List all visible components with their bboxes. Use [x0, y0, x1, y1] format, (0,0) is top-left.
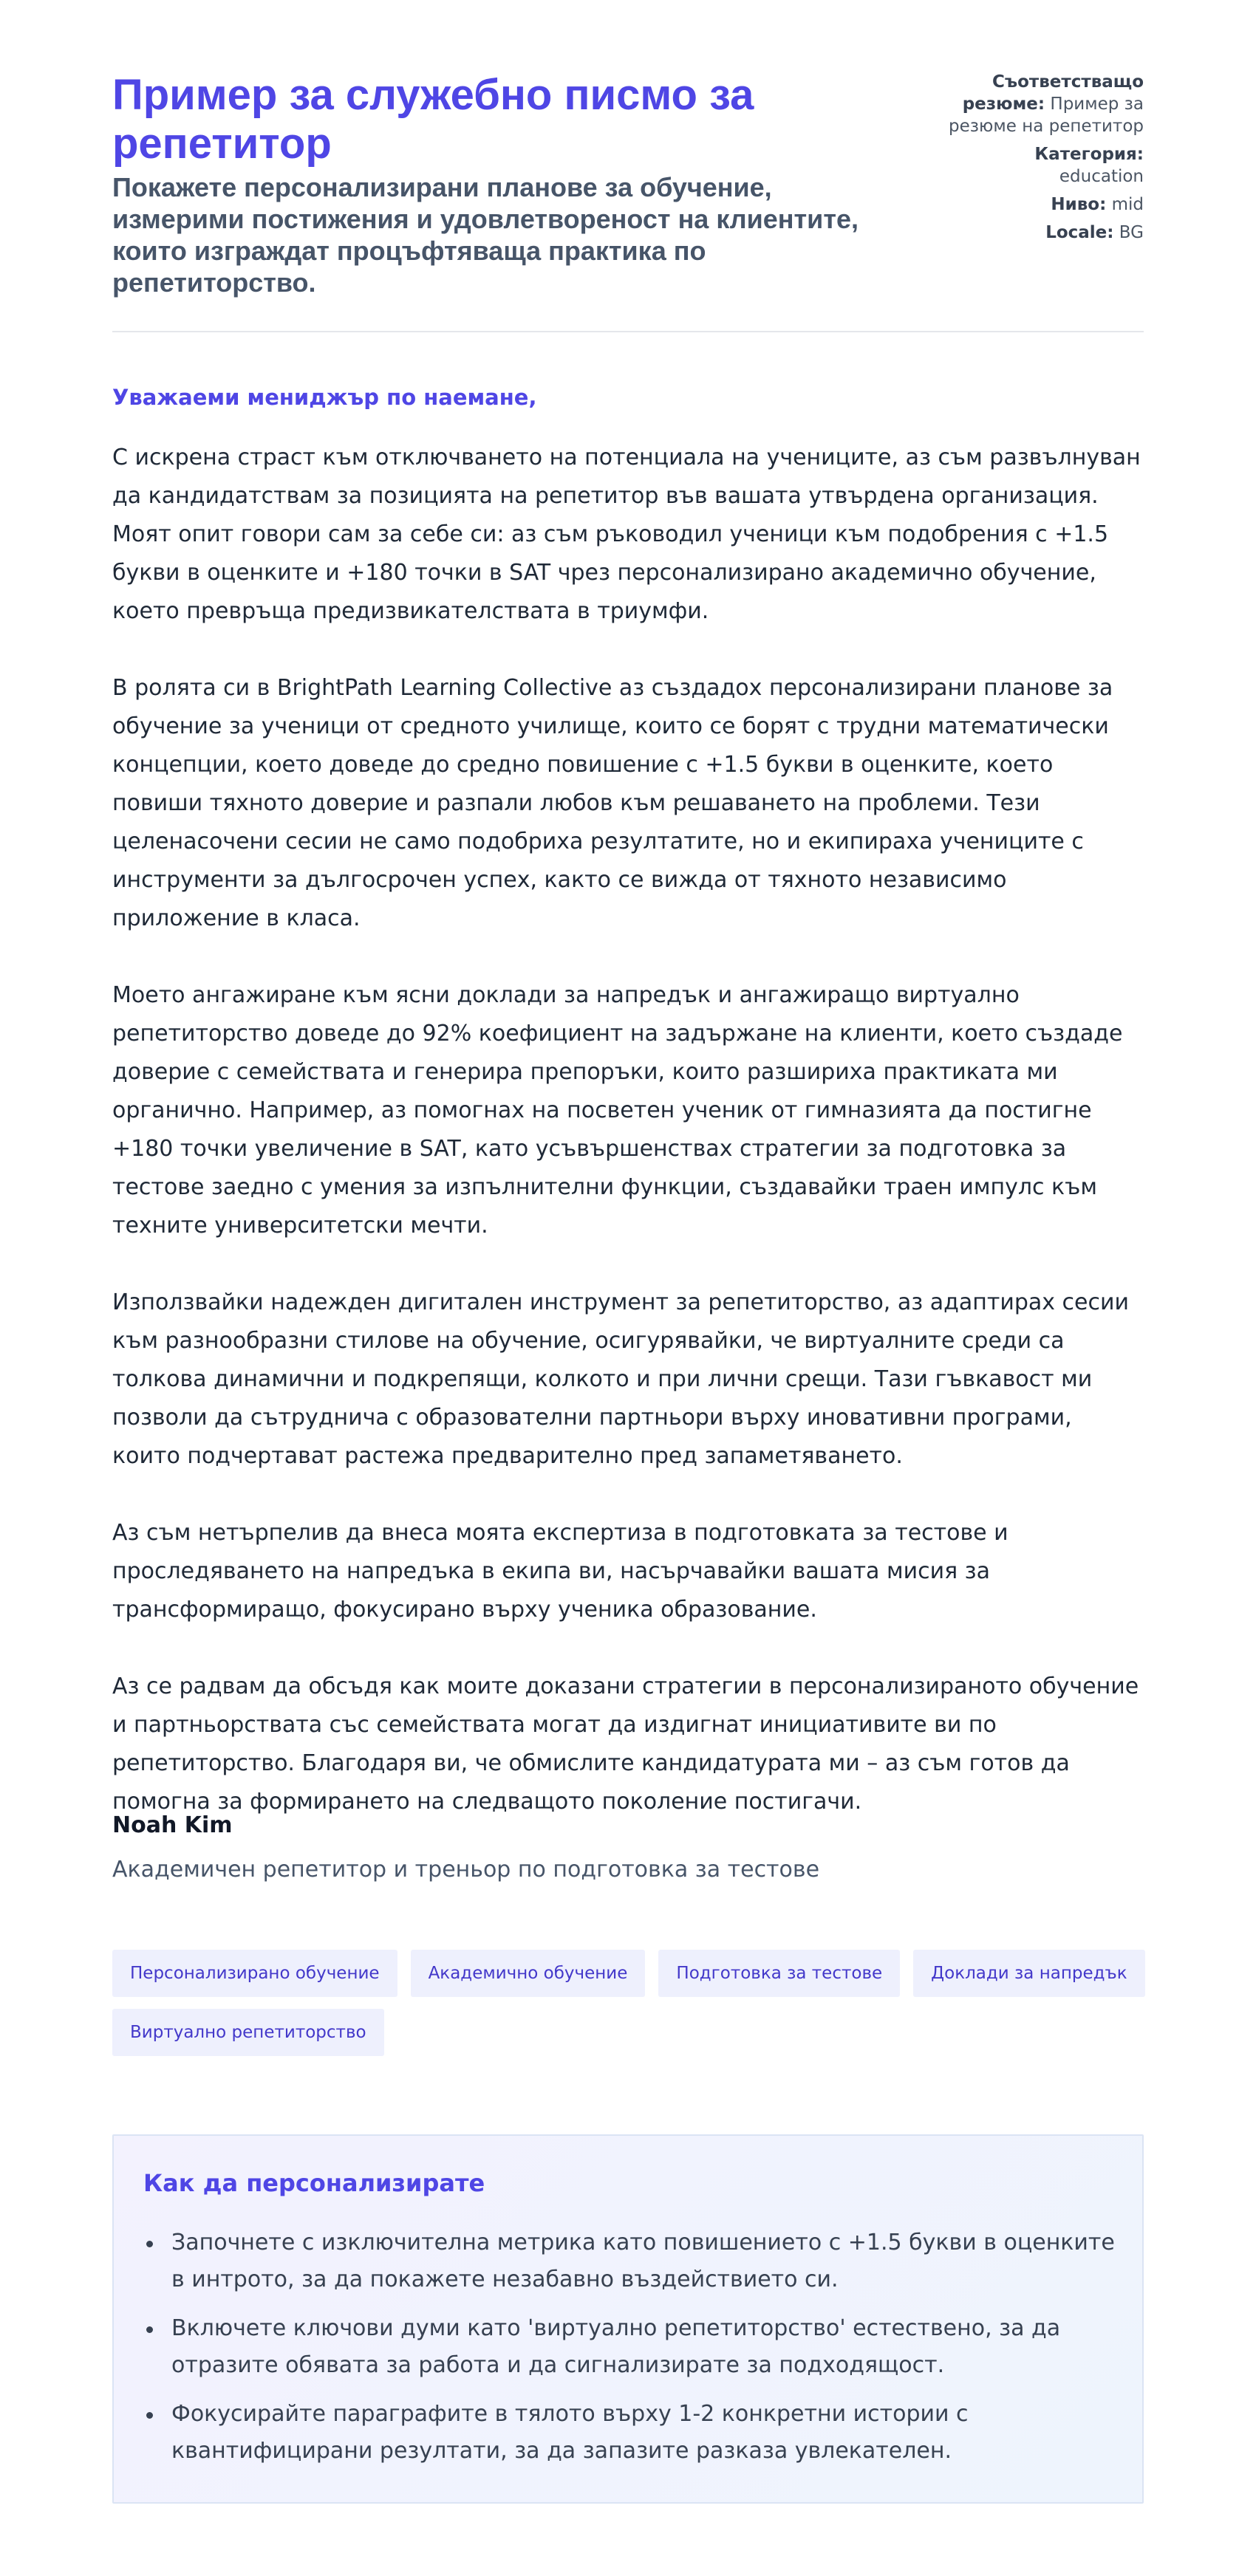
tips-item: Фокусирайте параграфите в тялото върху 1-2 конкретни истории с квантифицирани резултати, за да запазите разказа увлекателен. — [143, 2396, 1119, 2470]
signature-role: Академичен репетитор и треньор по подготовка за тестове — [112, 1857, 820, 1883]
meta-resume — [929, 71, 1144, 137]
skill-tags — [112, 1950, 1147, 2056]
tips-item: Включете ключови думи като 'виртуално репетиторство' естествено, за да отразите обявата за работа и да сигнализирате за подходящост. — [143, 2310, 1119, 2384]
letter-greeting: Уважаеми мениджър по наемане, — [112, 385, 537, 410]
letter-signature — [112, 1811, 1144, 1885]
letter-paragraph: Моето ангажиране към ясни доклади за напредък и ангажиращо виртуално репетиторство доведе до 92% коефициент на задържане на клиенти, което създаде доверие с семействата и генерира препоръки, които разшириха практиката ми органично. Например, аз помогнах на посветен ученик от гимназията да постигне +180 точки увеличение в SAT, като усъвършенствах стратегии за подготовка за тестове заедно с умения за изпълнителни функции, създавайки траен импулс към техните университетски мечти. — [112, 982, 1123, 1239]
skill-tag[interactable]: Персонализирано обучение — [112, 1950, 397, 1997]
page-subtitle: Покажете персонализирани планове за обучение, измерими постижения и удовлетвореност на клиентите, които изграждат процъфтяваща практика по репетиторство. — [112, 172, 859, 298]
skill-tag[interactable]: Академично обучение — [411, 1950, 646, 1997]
tips-title: Как да персонализирате — [143, 2169, 485, 2197]
meta-level-value: mid — [1111, 195, 1144, 214]
meta-category-value: education — [1059, 167, 1144, 186]
skill-tag[interactable]: Подготовка за тестове — [658, 1950, 900, 1997]
page-title: Пример за служебно писмо за репетитор — [112, 71, 754, 168]
signature-name: Noah Kim — [112, 1812, 233, 1838]
letter-paragraph: Използвайки надежден дигитален инструмент за репетиторство, аз адаптирах сесии към разнообразни стилове на обучение, осигурявайки, че виртуалните среди са толкова динамични и подкрепящи, колкото и при лични срещи. Тази гъвкавост ми позволи да сътруднича с образователни партньори върху иновативни програми, които подчертават растежа предварително пред запаметяването. — [112, 1289, 1130, 1469]
letter-body — [112, 439, 1144, 1860]
meta-resume-label: Съответстващо резюме: — [962, 72, 1144, 114]
letter-paragraph: Аз се радвам да обсъдя как моите доказани стратегии в персонализираното обучение и партньорствата със семействата могат да издигнат инициативите ви по репетиторство. Благодаря ви, че обмислите кандидатурата ми – аз съм готов да помогна за формирането на следващото поколение постигачи. — [112, 1674, 1139, 1815]
meta-locale — [929, 222, 1144, 244]
meta-level-label: Ниво: — [1051, 195, 1107, 214]
page-header — [112, 71, 1144, 331]
meta-category-label: Категория: — [1034, 145, 1144, 164]
meta-panel — [929, 71, 1144, 250]
header-divider — [112, 331, 1144, 332]
meta-level — [929, 193, 1144, 216]
meta-resume-link[interactable]: Пример за резюме на репетитор — [949, 95, 1144, 136]
customization-tips-box — [112, 2134, 1144, 2504]
meta-category — [929, 143, 1144, 188]
meta-locale-value: BG — [1119, 223, 1144, 242]
letter-paragraph: В ролята си в BrightPath Learning Collective аз създадох персонализирани планове за обучение за ученици от средното училище, които се борят с трудни математически концепции, което доведе до средно повишение с +1.5 букви в оценките, което повиши тяхното доверие и разпали любов към решаването на проблеми. Тези целенасочени сесии не само подобриха резултатите, но и екипираха учениците с инструменти за дългосрочен успех, както се вижда от тяхното независимо приложение в класа. — [112, 675, 1113, 931]
tips-list — [143, 2224, 1119, 2481]
meta-locale-label: Locale: — [1045, 223, 1114, 242]
skill-tag[interactable]: Виртуално репетиторство — [112, 2009, 384, 2056]
skill-tag[interactable]: Доклади за напредък — [913, 1950, 1145, 1997]
letter-paragraph: С искрена страст към отключването на потенциала на учениците, аз съм развълнуван да кандидатствам за позицията на репетитор във вашата утвърдена организация. Моят опит говори сам за себе си: аз съм ръководил ученици към подобрения с +1.5 букви в оценките и +180 точки в SAT чрез персонализирано академично обучение, което превръща предизвикателствата в триумфи. — [112, 445, 1141, 624]
letter-paragraph: Аз съм нетърпелив да внеса моята експертиза в подготовката за тестове и проследяването на напредъка в екипа ви, насърчавайки вашата мисия за трансформиращо, фокусирано върху ученика образование. — [112, 1520, 1008, 1623]
tips-item: Започнете с изключителна метрика като повишението с +1.5 букви в оценките в интрото, за да покажете незабавно въздействието си. — [143, 2224, 1119, 2298]
